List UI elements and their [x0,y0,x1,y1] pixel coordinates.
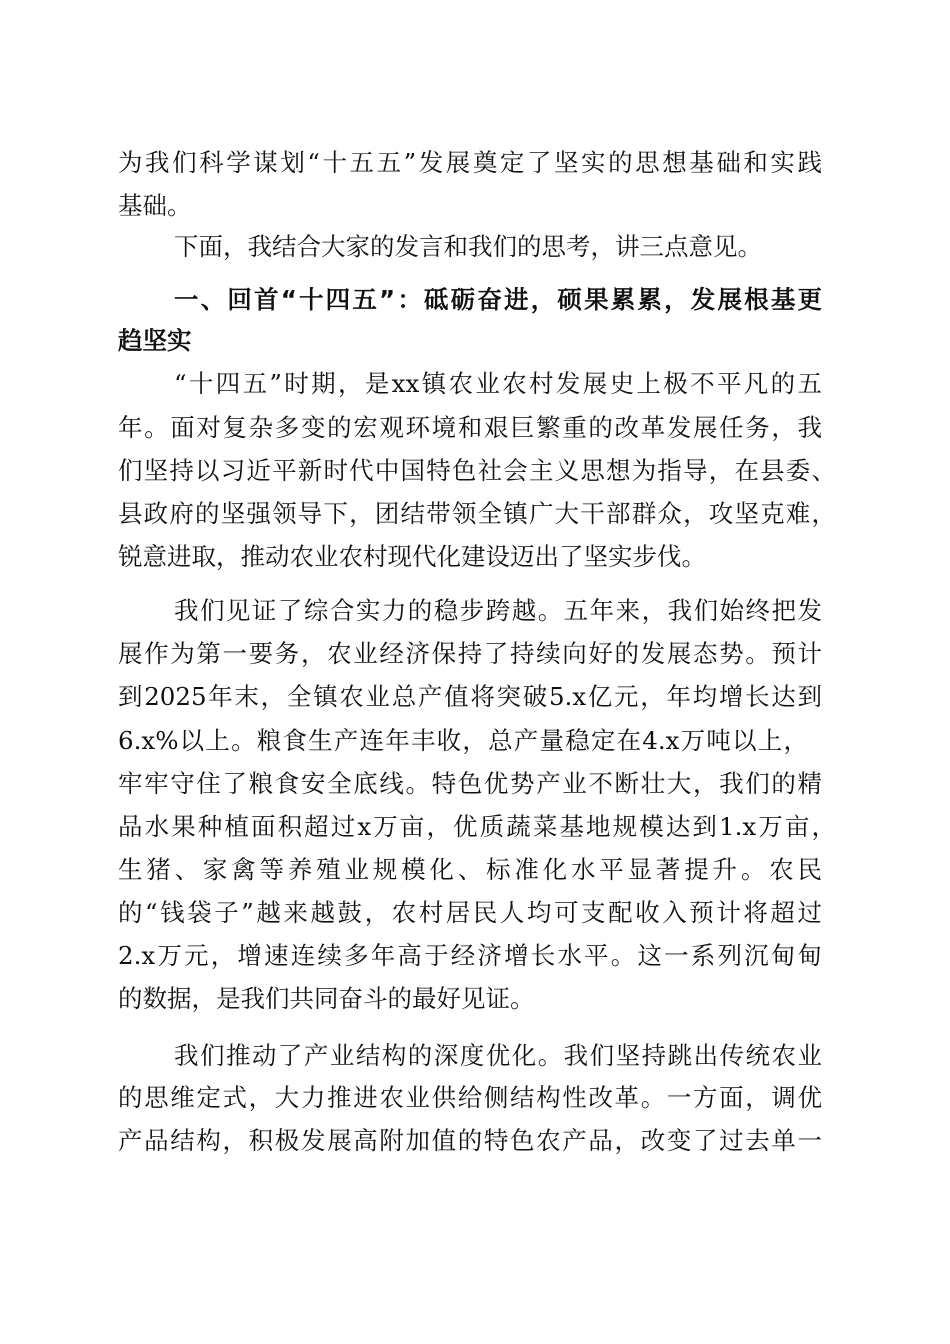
paragraph-line: 的“钱袋子”越来越鼓，农村居民人均可支配收入预计将超过 [118,898,822,927]
paragraph-line: 县政府的坚强领导下，团结带领全镇广大干部群众，攻坚克难， [118,499,836,528]
paragraph-line: 牢牢守住了粮食安全底线。特色优势产业不断壮大，我们的精 [118,769,822,798]
paragraph-line: 我们推动了产业结构的深度优化。我们坚持跳出传统农业 [174,1041,822,1070]
paragraph-line: 品水果种植面积超过x万亩，优质蔬菜基地规模达到1.x万亩， [118,812,836,841]
section-heading: 趋坚实 [118,326,192,355]
paragraph-line: 到2025年末，全镇农业总产值将突破5.x亿元，年均增长达到 [118,682,822,711]
section-heading: 一、回首“十四五”：砥砺奋进，硕果累累，发展根基更 [174,285,822,314]
paragraph-line: 2.x万元，增速连续多年高于经济增长水平。这一系列沉甸甸 [118,941,822,970]
paragraph-line: 展作为第一要务，农业经济保持了持续向好的发展态势。预计 [118,639,822,668]
paragraph-line: 生猪、家禽等养殖业规模化、标准化水平显著提升。农民 [118,855,822,884]
paragraph-line: 的数据，是我们共同奋斗的最好见证。 [118,984,535,1013]
paragraph-line: 6.x%以上。粮食生产连年丰收，总产量稳定在4.x万吨以上， [118,726,808,755]
paragraph-line: 锐意进取，推动农业农村现代化建设迈出了坚实步伐。 [118,542,706,571]
paragraph-line: “十四五”时期，是xx镇农业农村发展史上极不平凡的五 [174,369,822,398]
paragraph-line: 基础。 [118,191,192,220]
paragraph-line: 的思维定式，大力推进农业供给侧结构性改革。一方面，调优 [118,1083,822,1112]
paragraph-line: 产品结构，积极发展高附加值的特色农产品，改变了过去单一 [118,1126,822,1155]
paragraph-line: 我们见证了综合实力的稳步跨越。五年来，我们始终把发 [174,596,822,625]
paragraph-line: 为我们科学谋划“十五五”发展奠定了坚实的思想基础和实践 [118,148,822,177]
paragraph-line: 们坚持以习近平新时代中国特色社会主义思想为指导，在县委、 [118,456,836,485]
paragraph-line: 年。面对复杂多变的宏观环境和艰巨繁重的改革发展任务，我 [118,413,822,442]
paragraph-line: 下面，我结合大家的发言和我们的思考，讲三点意见。 [174,232,762,261]
